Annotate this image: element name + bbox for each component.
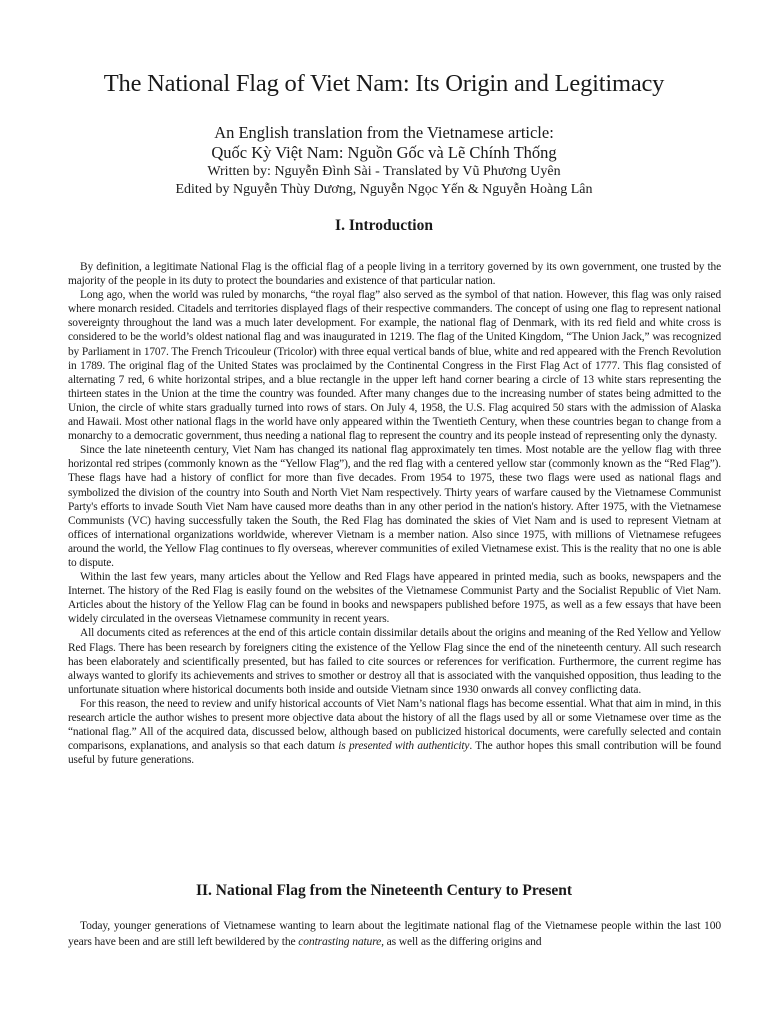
paragraph: By definition, a legitimate National Flag is the official flag of a people living in a territory governed by its own government, one trusted by the majority of the people in its duty to protect the boundaries and existence of that particular nation. bbox=[68, 261, 721, 288]
byline: Written by: Nguyễn Đình Sài - Translated by Vũ Phương Uyên bbox=[207, 164, 561, 179]
paragraph-text: Today, younger generations of Vietnamese wanting to learn about the legitimate national flag of the Vietnamese people within the last 100 years have been and are still left bewildered by the bbox=[68, 919, 721, 948]
subtitle-line-1: An English translation from the Vietnamese article: bbox=[214, 123, 554, 142]
section2-body bbox=[68, 918, 721, 949]
section-heading-introduction: I. Introduction bbox=[335, 217, 433, 234]
paragraph-text: For this reason, the need to review and unify historical accounts of Viet Nam’s national flags has become essential. What that aim in mind, in this research article the author wishes to present more objective data about the history of all the flags used by all or some Vietnamese over time as the “national flag.” All of the acquired data, discussed below, although based on publicized historical documents, were carefully selected and contain comparisons, explanations, and analysis so that each datum bbox=[68, 697, 721, 753]
emphasis-text: is presented with authenticity bbox=[338, 740, 470, 753]
document-title: The National Flag of Viet Nam: Its Origin and Legitimacy bbox=[103, 70, 665, 97]
paragraph: Within the last few years, many articles about the Yellow and Red Flags have appeared in printed media, such as books, newspapers and the Internet. The history of the Red Flag is easily found on the websites of the Vietnamese Communist Party and the Socialist Republic of Viet Nam. Articles about the history of the Yellow Flag can be found in books and newspapers published before 1975, as well as a few essays that have been widely circulated in the overseas Vietnamese community in recent years. bbox=[68, 571, 721, 626]
paragraph: Long ago, when the world was ruled by monarchs, “the royal flag” also served as the symbol of that nation. However, this flag was only raised where monarch resided. Citadels and territories displayed flags of their respective commanders. The concept of using one flag to represent national sovereignty throughout the land was a much later development. For example, the national flag of Denmark, with its red field and white cross is considered to be the world’s oldest national flag and was inaugurated in 1219. The flag of the United Kingdom, “The Union Jack,” was recognized by Parliament in 1707. The French Tricouleur (Tricolor) with three equal vertical bands of blue, white and red appeared with the French Revolution in 1789. The original flag of the United States was proclaimed by the Continental Congress in the First Flag Act of 1777. This flag consisted of alternating 7 red, 6 white horizontal stripes, and a blue rectangle in the upper left hand corner bearing a circle of 13 white stars representing the thirteen states in the Union at the time the country was founded. After many changes due to the increasing number of states being admitted to the Union, the circle of white stars gradually turned into rows of stars. On July 4, 1958, the U.S. Flag acquired 50 stars with the admission of Alaska and Hawaii. Most other national flags in the world have only appeared within the Twentieth Century, when these countries began to change from a monarchy to a democratic government, thus needing a national flag to represent the country and its people instead of representing only the dynasty. bbox=[68, 289, 721, 443]
emphasis-text: contrasting nature, bbox=[298, 934, 384, 948]
paragraph bbox=[68, 918, 721, 949]
section-heading-national-flag: II. National Flag from the Nineteenth Century to Present bbox=[195, 882, 573, 899]
paragraph-text: . The author hopes this small contribution will be found useful by future generations. bbox=[68, 740, 721, 767]
editors-line: Edited by Nguyễn Thùy Dương, Nguyễn Ngọc Yến & Nguyễn Hoàng Lân bbox=[175, 182, 593, 197]
subtitle-line-2: Quốc Kỳ Việt Nam: Nguồn Gốc và Lẽ Chính Thống bbox=[211, 143, 557, 162]
paragraph: Since the late nineteenth century, Viet Nam has changed its national flag approximately ten times. Most notable are the yellow flag with three horizontal red stripes (commonly known as the “Yellow Flag”), and the red flag with a centered yellow star (commonly known as the “Red Flag”). These flags have had a history of conflict for more than five decades. From 1954 to 1975, these two flags were used as national flags and symbolized the division of the country into South and North Viet Nam respectively. Thirty years of warfare caused by the Vietnamese Communist Party's efforts to invade South Viet Nam have caused more deaths than in any other period in the nation's history. After 1975, with the Vietnamese Communists (VC) having successfully taken the South, the Red Flag has dominated the skies of Viet Nam and is used to represent Vietnam at offices of international organizations worldwide, wherever Vietnam is a member nation. Also since 1975, with millions of Vietnamese refugees around the world, the Yellow Flag continues to fly overseas, wherever communities of exiled Vietnamese exist. This is the reality that no one is able to dispute. bbox=[68, 444, 721, 569]
introduction-body bbox=[68, 260, 721, 767]
paragraph bbox=[68, 697, 721, 767]
paragraph-text: as well as the differing origins and bbox=[383, 934, 542, 948]
paragraph: All documents cited as references at the end of this article contain dissimilar details about the origins and meaning of the Red Yellow and Yellow Red Flags. There has been research by foreigners citing the existence of the Yellow Flag since the end of the nineteenth century. All such research has been elaborately and scientifically presented, but has failed to cite sources or references for verification. Furthermore, the current regime has always wanted to glorify its achievements and strives to smother or destroy all that is associated with the vanquished opposition, thus leading to the unfortunate situation where historical documents both inside and outside Vietnam since 1930 onwards all convey conflicting data. bbox=[68, 627, 721, 696]
